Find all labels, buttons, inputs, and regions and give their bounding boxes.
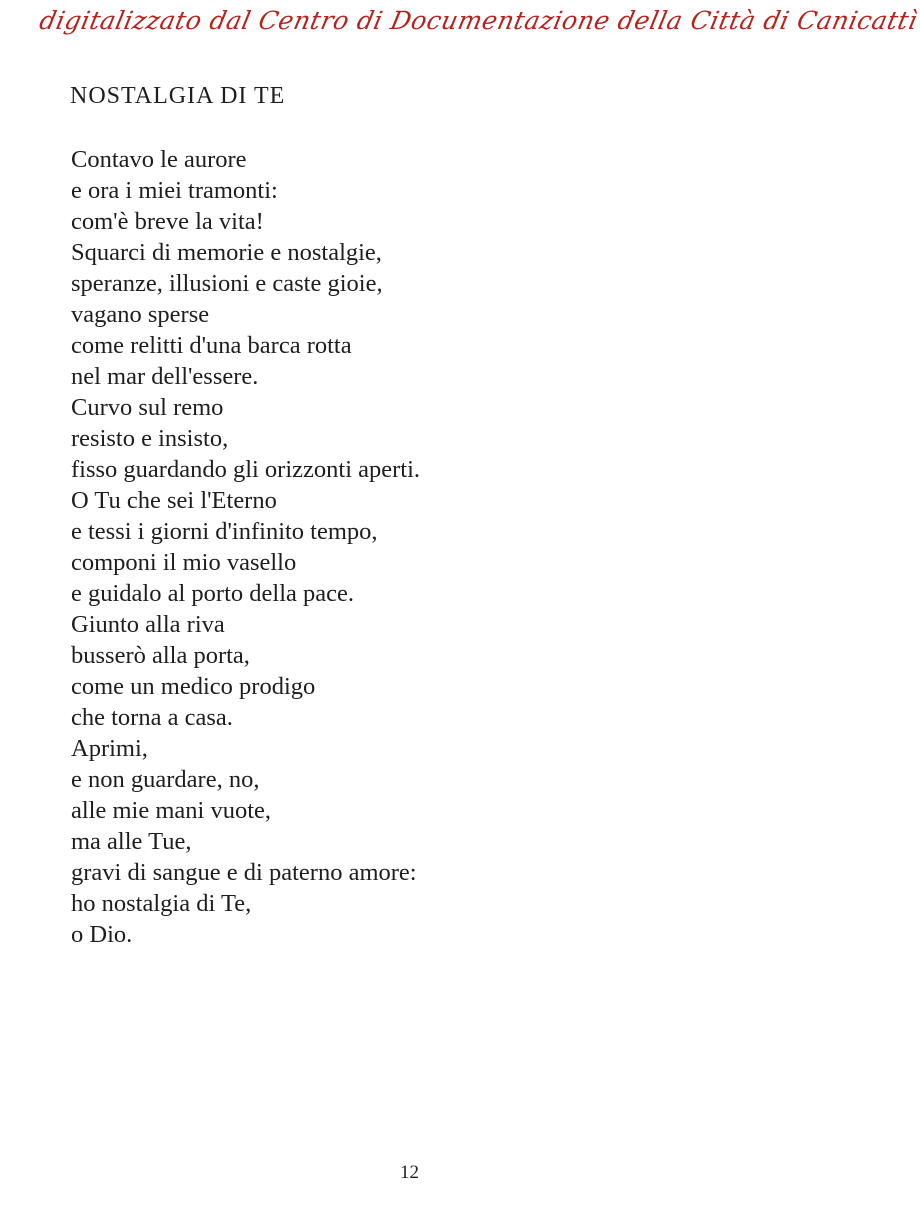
poem-line: e tessi i giorni d'infinito tempo, bbox=[71, 518, 378, 545]
poem-line: e ora i miei tramonti: bbox=[71, 177, 278, 204]
poem-line: resisto e insisto, bbox=[71, 425, 229, 452]
poem-line: alle mie mani vuote, bbox=[71, 797, 272, 824]
poem-line: Giunto alla riva bbox=[71, 611, 225, 638]
poem-line: gravi di sangue e di paterno amore: bbox=[71, 859, 417, 886]
digitization-watermark: digitalizzato dal Centro di Documentazione della Città di Canicattì bbox=[36, 6, 920, 35]
page-number: 12 bbox=[400, 1162, 419, 1183]
poem-title: NOSTALGIA DI TE bbox=[70, 83, 286, 109]
poem-line: e guidalo al porto della pace. bbox=[71, 580, 354, 607]
poem-line: Contavo le aurore bbox=[71, 146, 247, 173]
poem-line: come relitti d'una barca rotta bbox=[71, 332, 352, 359]
poem-line: speranze, illusioni e caste gioie, bbox=[71, 270, 383, 297]
poem-line: Squarci di memorie e nostalgie, bbox=[71, 239, 382, 266]
poem-line: come un medico prodigo bbox=[71, 673, 316, 700]
poem-line: Aprimi, bbox=[71, 735, 148, 762]
poem-line: O Tu che sei l'Eterno bbox=[71, 487, 277, 514]
poem-line: ma alle Tue, bbox=[71, 828, 192, 855]
poem-line: componi il mio vasello bbox=[71, 549, 297, 576]
poem-line: fisso guardando gli orizzonti aperti. bbox=[71, 456, 421, 483]
poem-line: che torna a casa. bbox=[71, 704, 233, 731]
poem-line: com'è breve la vita! bbox=[71, 208, 264, 235]
poem-line: busserò alla porta, bbox=[71, 642, 250, 669]
poem-line: vagano sperse bbox=[71, 301, 210, 328]
poem-line: ho nostalgia di Te, bbox=[71, 890, 252, 917]
poem-line: e non guardare, no, bbox=[71, 766, 260, 793]
poem-line: Curvo sul remo bbox=[71, 394, 224, 421]
poem-line: o Dio. bbox=[71, 921, 133, 948]
poem-line: nel mar dell'essere. bbox=[71, 363, 259, 390]
poem-body bbox=[71, 144, 420, 950]
